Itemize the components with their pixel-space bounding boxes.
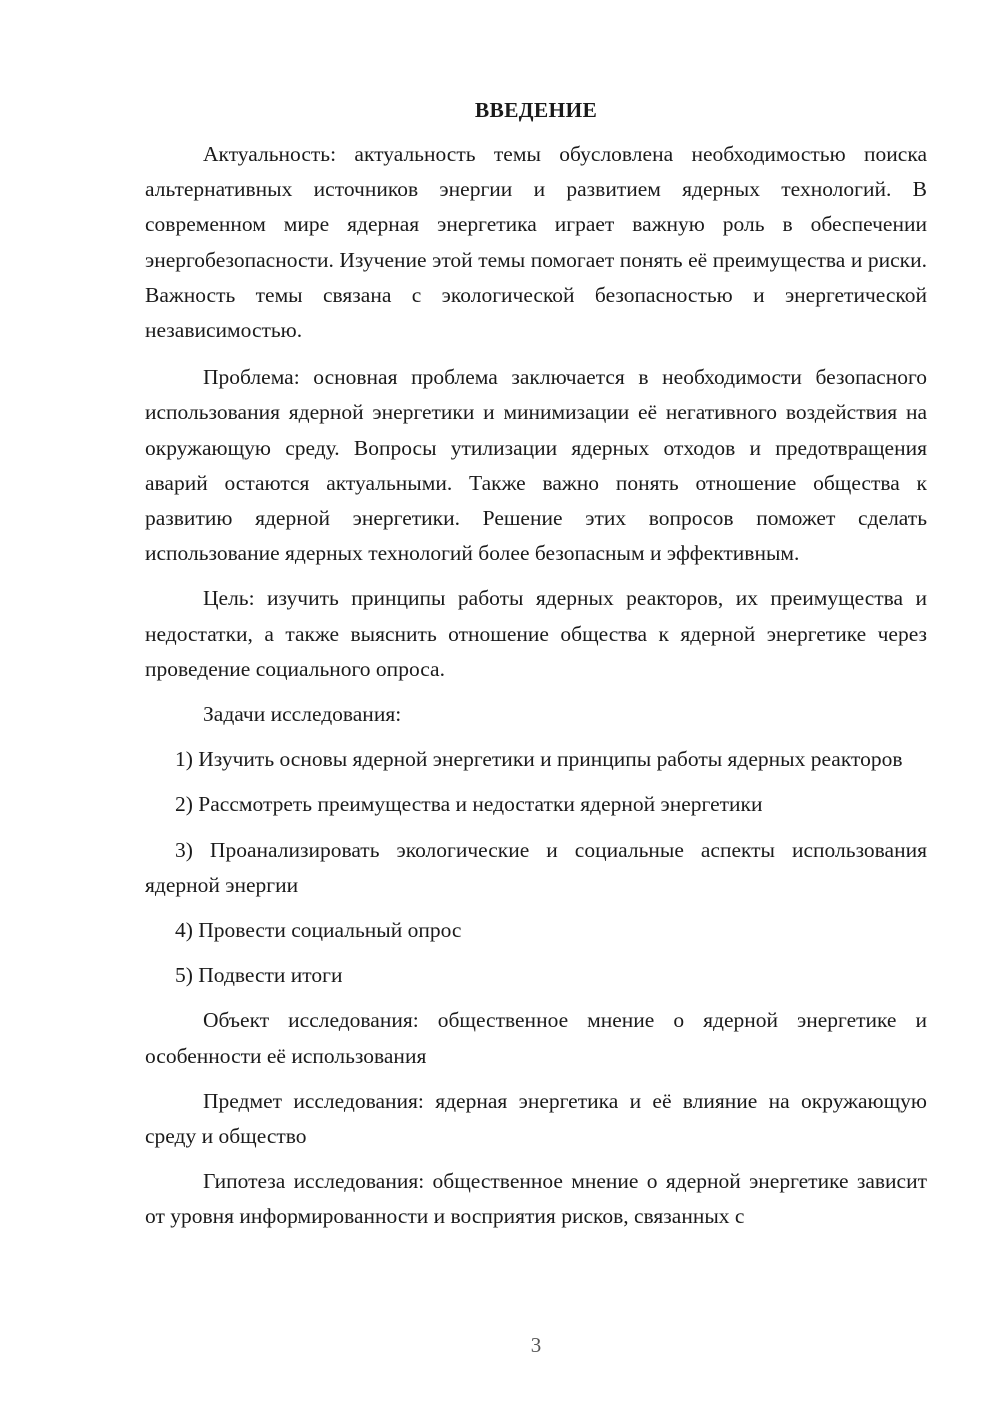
goal-paragraph: Цель: изучить принципы работы ядерных реакторов, их преимущества и недостатки, а также выяснить отношение общества к ядерной энергетике через проведение социального опроса. xyxy=(145,586,927,681)
problem-paragraph: Проблема: основная проблема заключается в необходимости безопасного использования ядерной энергетики и минимизации её негативного воздействия на окружающую среду. Вопросы утилизации ядерных отходов и предотвращения аварий остаются актуальными. Также важно понять отношение общества к развитию ядерной энергетики. Решение этих вопросов поможет сделать использование ядерных технологий более безопасным и эффективным. xyxy=(145,365,927,566)
task-item-4: 4) Провести социальный опрос xyxy=(175,918,462,943)
subject-paragraph: Предмет исследования: ядерная энергетика и её влияние на окружающую среду и общество xyxy=(145,1088,927,1149)
task-item-2: 2) Рассмотреть преимущества и недостатки ядерной энергетики xyxy=(175,792,763,817)
task-item-5: 5) Подвести итоги xyxy=(175,963,343,988)
page-content xyxy=(145,95,927,1245)
hypothesis-paragraph: Гипотеза исследования: общественное мнение о ядерной энергетике зависит от уровня информированности и восприятия рисков, связанных с xyxy=(145,1169,927,1229)
relevance-paragraph: Актуальность: актуальность темы обусловлена необходимостью поиска альтернативных источников энергии и развитием ядерных технологий. В современном мире ядерная энергетика играет важную роль в обеспечении энергобезопасности. Изучение этой темы помогает понять её преимущества и риски. Важность темы связана с экологической безопасностью и энергетической независимостью. xyxy=(145,142,927,343)
task-item-3: 3) Проанализировать экологические и социальные аспекты использования ядерной энергии xyxy=(145,837,927,897)
tasks-heading: Задачи исследования: xyxy=(203,702,402,727)
page-number: 3 xyxy=(530,1333,542,1357)
object-paragraph: Объект исследования: общественное мнение о ядерной энергетике и особенности её использования xyxy=(145,1008,927,1068)
page-title: ВВЕДЕНИЕ xyxy=(474,98,598,122)
task-item-1: 1) Изучить основы ядерной энергетики и принципы работы ядерных реакторов xyxy=(175,747,903,772)
